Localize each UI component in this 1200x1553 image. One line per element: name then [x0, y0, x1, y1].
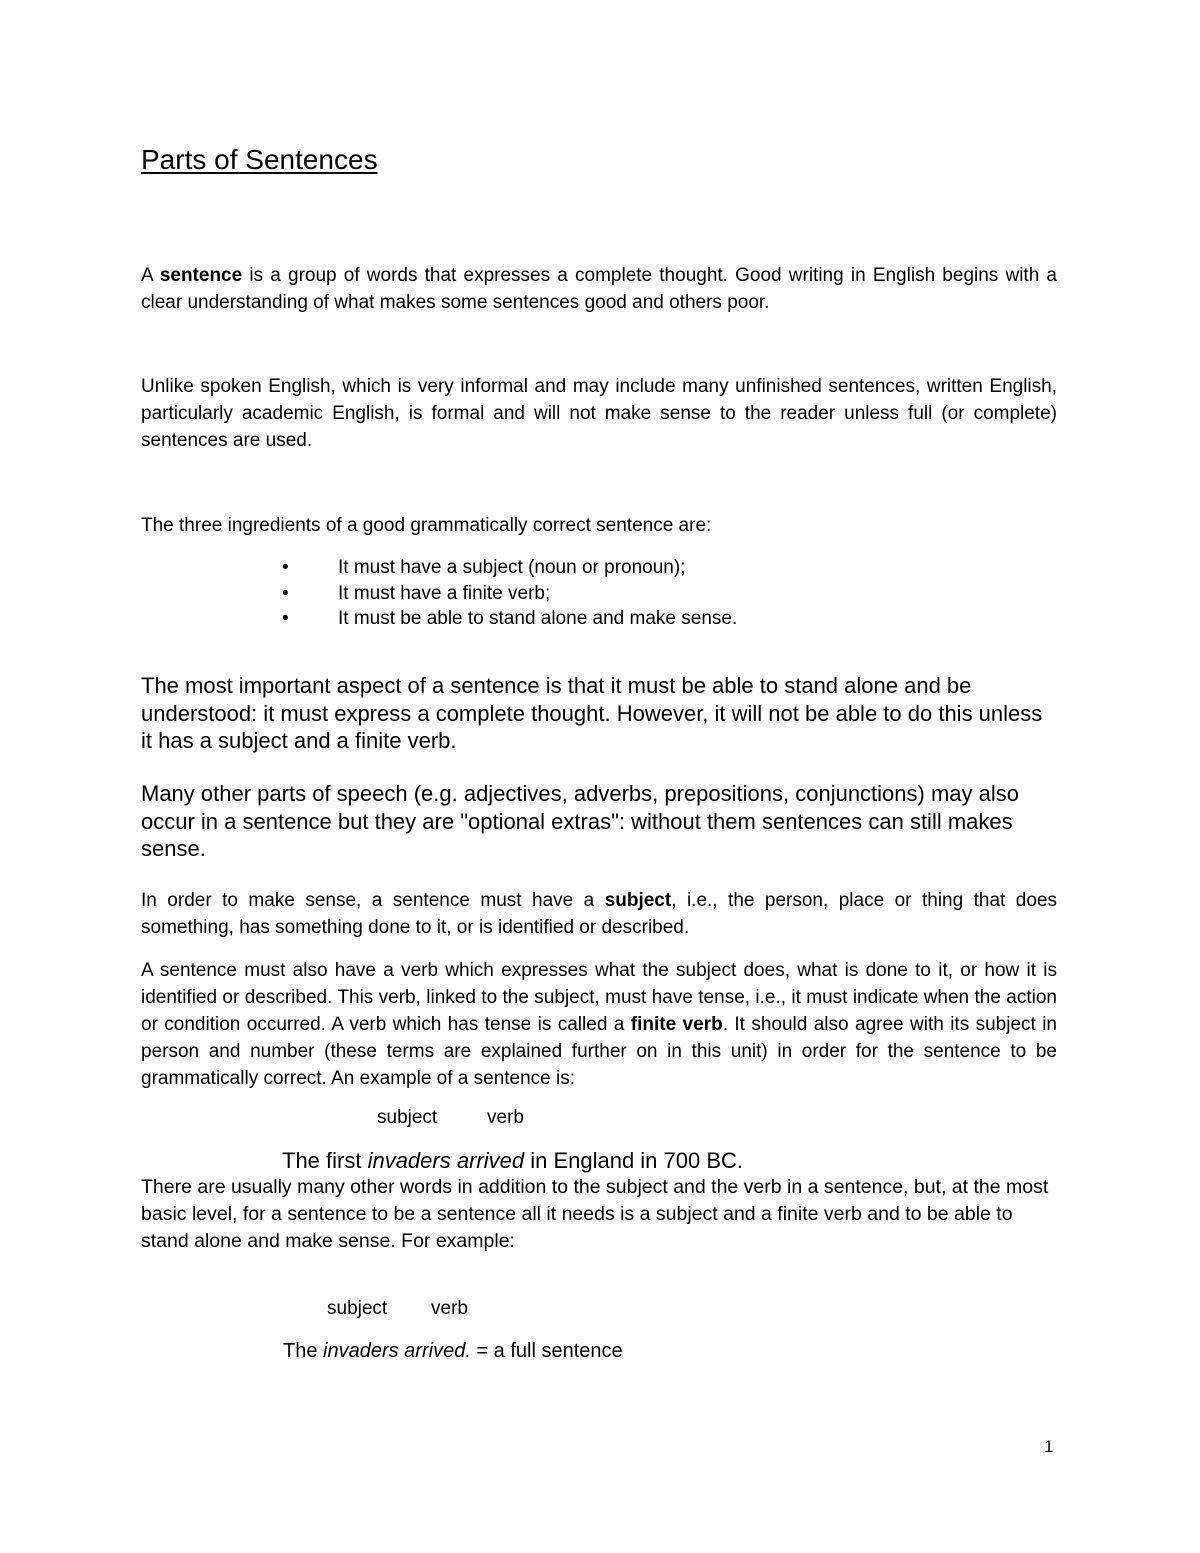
example-verb-label: verb: [431, 1298, 468, 1319]
bullet-icon: •: [282, 582, 289, 604]
example-verb-label: verb: [487, 1107, 524, 1128]
paragraph-text: is a group of words that expresses a complete thought. Good writing in English begins with a clear understanding of what makes some sentences good and others poor.: [141, 265, 1058, 313]
example-text: The: [283, 1340, 324, 1362]
example-subject-label: subject: [327, 1298, 388, 1319]
example-italic: invaders arrived: [367, 1148, 525, 1173]
list-item: [141, 581, 1057, 607]
example-italic: invaders arrived.: [323, 1340, 471, 1362]
paragraph-text: A sentence must also have a verb which expresses what the subject does, what is done to it, or how it is identified or described. This verb, linked to the subject, must have tense, i.e., it must indicate when the action or condition occurred. A verb which has tense is called a: [141, 960, 1057, 1035]
bold-term: finite verb: [630, 1014, 723, 1035]
example-subject-label: subject: [377, 1107, 438, 1128]
paragraph-definition: [141, 262, 1057, 316]
paragraph-basic-level: There are usually many other words in addition to the subject and the verb in a sentence, but, at the most basic level, for a sentence to be a sentence all it needs is a subject and a finite verb and to be able to stand alone and make sense. For example:: [141, 1176, 1049, 1252]
example-text: The first: [282, 1148, 368, 1173]
bullet-icon: •: [282, 608, 289, 629]
paragraph-other-parts: Many other parts of speech (e.g. adjectives, adverbs, prepositions, conjunctions) may also occur in a sentence but they are "optional extras": without them sentences can still makes sense.: [141, 781, 1020, 861]
paragraph-important-aspect: The most important aspect of a sentence is that it must be able to stand alone and be understood: it must express a complete thought. However, it will not be able to do this unless it has a subject and a finite verb.: [141, 673, 1043, 753]
example-text: in England in 700 BC.: [524, 1148, 744, 1173]
bullet-icon: •: [282, 557, 289, 578]
ingredients-list: [141, 555, 1057, 632]
page-number: 1: [1044, 1437, 1054, 1456]
list-item: [141, 555, 1057, 581]
list-item-text: It must have a finite verb;: [338, 582, 551, 604]
example-full-sentence: [283, 1338, 623, 1364]
paragraph-text: . It should also agree with its subject in person and number (these terms are explained further on in this unit) in order for the sentence to be grammatically correct. An example of a sentence is:: [141, 1014, 1057, 1089]
paragraph-text: A: [141, 265, 160, 286]
list-item: [141, 606, 1057, 632]
paragraph-text: In order to make sense, a sentence must have a: [141, 890, 605, 911]
paragraph-verb: [141, 957, 1057, 1092]
bold-term: subject: [604, 890, 672, 911]
list-item-text: It must be able to stand alone and make sense.: [338, 608, 738, 629]
paragraph-subject: [141, 887, 1057, 941]
example-sentence: [282, 1147, 743, 1175]
bold-term: sentence: [159, 265, 243, 286]
paragraph-spoken-vs-written: Unlike spoken English, which is very informal and may include many unfinished sentences, written English, particularly academic English, is formal and will not make sense to the reader unless full (or complete) sentences are used.: [141, 376, 1057, 451]
list-item-text: It must have a subject (noun or pronoun);: [338, 557, 686, 578]
example-text: = a full sentence: [470, 1340, 623, 1362]
paragraph-text: , i.e., the person, place or thing that does something, has something done to it, or is identified or described.: [141, 890, 1057, 938]
page-title: Parts of Sentences: [141, 144, 378, 175]
paragraph-ingredients-intro: The three ingredients of a good grammatically correct sentence are:: [141, 515, 712, 536]
